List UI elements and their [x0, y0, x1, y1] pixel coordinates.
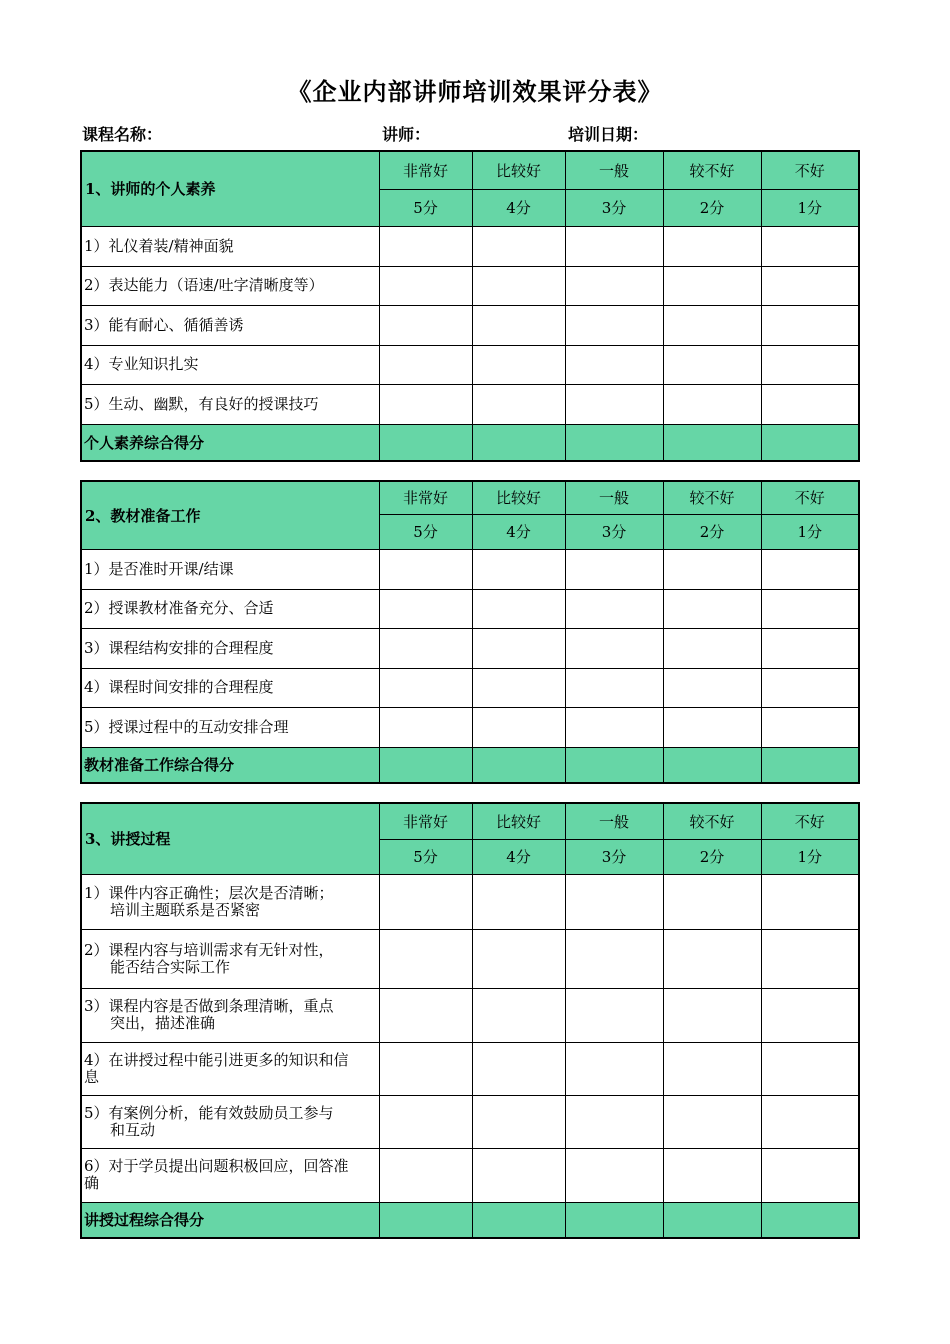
score-cell[interactable] [663, 707, 761, 747]
criteria-label [81, 1148, 379, 1202]
score-cell[interactable] [761, 589, 859, 628]
summary-cell[interactable] [761, 424, 859, 461]
table-row [81, 384, 859, 424]
score-header: 4分 [472, 839, 565, 874]
score-cell[interactable] [663, 874, 761, 929]
score-cell[interactable] [761, 226, 859, 266]
score-cell[interactable] [472, 874, 565, 929]
score-cell[interactable] [472, 1042, 565, 1095]
score-cell[interactable] [472, 668, 565, 707]
score-header: 3分 [565, 514, 663, 549]
score-cell[interactable] [472, 929, 565, 988]
score-cell[interactable] [663, 988, 761, 1042]
summary-row [81, 747, 859, 783]
table-row [81, 929, 859, 988]
criteria-line-1: 1）课件内容正确性；层次是否清晰； [84, 883, 334, 902]
criteria-label: 2）表达能力（语速/吐字清晰度等） [81, 266, 379, 305]
score-header: 1分 [761, 189, 859, 226]
score-cell[interactable] [472, 628, 565, 668]
score-cell[interactable] [379, 668, 472, 707]
summary-cell[interactable] [472, 747, 565, 783]
score-cell[interactable] [379, 266, 472, 305]
score-cell[interactable] [663, 1042, 761, 1095]
score-cell[interactable] [565, 707, 663, 747]
table-row [81, 628, 859, 668]
score-cell[interactable] [565, 988, 663, 1042]
table-row [81, 988, 859, 1042]
rating-header: 不好 [761, 151, 859, 189]
summary-cell[interactable] [761, 1202, 859, 1238]
score-cell[interactable] [663, 305, 761, 345]
criteria-line-2: 能否结合实际工作 [110, 957, 231, 976]
rating-header: 比较好 [472, 481, 565, 514]
table-row [81, 1148, 859, 1202]
criteria-label [81, 929, 379, 988]
criteria-line-1: 4）在讲授过程中能引进更多的知识和信 [84, 1050, 349, 1069]
criteria-label: 4）专业知识扎实 [81, 345, 379, 384]
summary-row [81, 1202, 859, 1238]
rating-header: 一般 [565, 151, 663, 189]
score-cell[interactable] [761, 988, 859, 1042]
criteria-line-2: 突出，描述准确 [110, 1014, 216, 1032]
summary-cell[interactable] [761, 747, 859, 783]
score-cell[interactable] [379, 305, 472, 345]
criteria-line-1: 5）有案例分析，能有效鼓励员工参与 [84, 1103, 334, 1122]
summary-label: 教材准备工作综合得分 [81, 747, 379, 783]
section-3-table [80, 802, 860, 1239]
score-cell[interactable] [565, 384, 663, 424]
score-cell[interactable] [761, 628, 859, 668]
table-row [81, 1095, 859, 1148]
summary-label: 个人素养综合得分 [81, 424, 379, 461]
score-cell[interactable] [379, 549, 472, 589]
summary-cell[interactable] [565, 1202, 663, 1238]
score-cell[interactable] [761, 345, 859, 384]
score-cell[interactable] [472, 384, 565, 424]
score-cell[interactable] [761, 384, 859, 424]
section-heading: 1、讲师的个人素养 [81, 151, 379, 226]
criteria-label: 5）生动、幽默，有良好的授课技巧 [81, 384, 379, 424]
score-header: 1分 [761, 514, 859, 549]
score-cell[interactable] [472, 266, 565, 305]
rating-header: 比较好 [472, 151, 565, 189]
score-cell[interactable] [565, 1042, 663, 1095]
score-cell[interactable] [663, 1095, 761, 1148]
score-cell[interactable] [663, 226, 761, 266]
lecturer-label: 讲师： [382, 125, 431, 144]
training-date-label: 培训日期： [568, 125, 649, 144]
score-header: 1分 [761, 839, 859, 874]
criteria-label [81, 1042, 379, 1095]
criteria-label: 2）授课教材准备充分、合适 [81, 589, 379, 628]
score-cell[interactable] [761, 305, 859, 345]
score-cell[interactable] [379, 874, 472, 929]
rating-header: 较不好 [663, 803, 761, 839]
score-header: 2分 [663, 514, 761, 549]
score-cell[interactable] [472, 1148, 565, 1202]
score-cell[interactable] [379, 1095, 472, 1148]
table-row [81, 226, 859, 266]
summary-cell[interactable] [472, 424, 565, 461]
criteria-line-1: 3）课程内容是否做到条理清晰，重点 [84, 997, 334, 1015]
summary-cell[interactable] [663, 747, 761, 783]
score-cell[interactable] [379, 384, 472, 424]
table-row [81, 549, 859, 589]
course-name-label: 课程名称： [82, 125, 163, 144]
rating-header: 非常好 [379, 803, 472, 839]
score-cell[interactable] [472, 988, 565, 1042]
criteria-label [81, 988, 379, 1042]
score-cell[interactable] [663, 384, 761, 424]
criteria-line-2: 息 [84, 1067, 100, 1086]
score-cell[interactable] [379, 707, 472, 747]
score-cell[interactable] [565, 929, 663, 988]
score-cell[interactable] [379, 988, 472, 1042]
section-heading: 2、教材准备工作 [81, 481, 379, 549]
score-header: 4分 [472, 514, 565, 549]
criteria-line-1: 6）对于学员提出问题积极回应，回答准 [84, 1157, 349, 1175]
summary-row [81, 424, 859, 461]
score-cell[interactable] [472, 549, 565, 589]
table-row [81, 589, 859, 628]
score-cell[interactable] [379, 226, 472, 266]
score-header: 3分 [565, 839, 663, 874]
page-title: 《企业内部讲师培训效果评分表》 [287, 77, 663, 106]
rating-header: 一般 [565, 803, 663, 839]
criteria-label [81, 874, 379, 929]
table-row [81, 345, 859, 384]
score-cell[interactable] [379, 929, 472, 988]
criteria-line-2: 确 [84, 1174, 100, 1192]
score-cell[interactable] [565, 628, 663, 668]
score-cell[interactable] [565, 266, 663, 305]
score-cell[interactable] [761, 707, 859, 747]
score-cell[interactable] [565, 1148, 663, 1202]
score-cell[interactable] [379, 1042, 472, 1095]
summary-label: 讲授过程综合得分 [81, 1202, 379, 1238]
score-cell[interactable] [663, 589, 761, 628]
score-cell[interactable] [761, 929, 859, 988]
score-cell[interactable] [663, 628, 761, 668]
summary-cell[interactable] [565, 424, 663, 461]
score-cell[interactable] [761, 874, 859, 929]
rating-header: 一般 [565, 481, 663, 514]
section-1-table [80, 150, 860, 462]
summary-cell[interactable] [472, 1202, 565, 1238]
score-cell[interactable] [565, 226, 663, 266]
table-row [81, 1042, 859, 1095]
rating-header: 非常好 [379, 151, 472, 189]
summary-cell[interactable] [379, 424, 472, 461]
table-row [81, 668, 859, 707]
criteria-line-2: 和互动 [110, 1120, 156, 1139]
score-cell[interactable] [663, 668, 761, 707]
score-cell[interactable] [761, 1095, 859, 1148]
criteria-label: 5）授课过程中的互动安排合理 [81, 707, 379, 747]
criteria-label [81, 1095, 379, 1148]
criteria-line-1: 2）课程内容与培训需求有无针对性， [84, 940, 334, 959]
score-cell[interactable] [761, 266, 859, 305]
score-cell[interactable] [565, 305, 663, 345]
score-cell[interactable] [379, 345, 472, 384]
score-cell[interactable] [663, 345, 761, 384]
table-row [81, 707, 859, 747]
score-cell[interactable] [565, 668, 663, 707]
score-cell[interactable] [761, 549, 859, 589]
section-heading: 3、讲授过程 [81, 803, 379, 874]
rating-header: 较不好 [663, 151, 761, 189]
score-header: 5分 [379, 189, 472, 226]
score-cell[interactable] [379, 1148, 472, 1202]
score-header: 2分 [663, 839, 761, 874]
score-header: 2分 [663, 189, 761, 226]
score-cell[interactable] [472, 589, 565, 628]
score-header: 5分 [379, 839, 472, 874]
summary-cell[interactable] [379, 747, 472, 783]
summary-cell[interactable] [663, 424, 761, 461]
score-cell[interactable] [472, 305, 565, 345]
score-cell[interactable] [761, 668, 859, 707]
table-row [81, 266, 859, 305]
rating-header: 比较好 [472, 803, 565, 839]
score-cell[interactable] [565, 589, 663, 628]
score-header: 4分 [472, 189, 565, 226]
table-row [81, 305, 859, 345]
rating-header: 非常好 [379, 481, 472, 514]
rating-header: 较不好 [663, 481, 761, 514]
criteria-label: 3）课程结构安排的合理程度 [81, 628, 379, 668]
score-cell[interactable] [472, 707, 565, 747]
criteria-label: 4）课程时间安排的合理程度 [81, 668, 379, 707]
summary-cell[interactable] [565, 747, 663, 783]
section-2-table [80, 480, 860, 784]
rating-header: 不好 [761, 481, 859, 514]
summary-cell[interactable] [379, 1202, 472, 1238]
criteria-label: 3）能有耐心、循循善诱 [81, 305, 379, 345]
criteria-label: 1）礼仪着装/精神面貌 [81, 226, 379, 266]
score-cell[interactable] [472, 1095, 565, 1148]
score-header: 3分 [565, 189, 663, 226]
score-cell[interactable] [472, 226, 565, 266]
score-cell[interactable] [379, 589, 472, 628]
score-cell[interactable] [472, 345, 565, 384]
table-row [81, 874, 859, 929]
score-cell[interactable] [663, 549, 761, 589]
score-cell[interactable] [663, 266, 761, 305]
score-cell[interactable] [565, 1095, 663, 1148]
summary-cell[interactable] [663, 1202, 761, 1238]
rating-header: 不好 [761, 803, 859, 839]
criteria-label: 1）是否准时开课/结课 [81, 549, 379, 589]
score-cell[interactable] [379, 628, 472, 668]
score-cell[interactable] [761, 1148, 859, 1202]
score-cell[interactable] [663, 1148, 761, 1202]
criteria-line-2: 培训主题联系是否紧密 [110, 900, 261, 919]
score-cell[interactable] [565, 549, 663, 589]
score-cell[interactable] [761, 1042, 859, 1095]
score-cell[interactable] [565, 874, 663, 929]
score-header: 5分 [379, 514, 472, 549]
score-cell[interactable] [663, 929, 761, 988]
score-cell[interactable] [565, 345, 663, 384]
